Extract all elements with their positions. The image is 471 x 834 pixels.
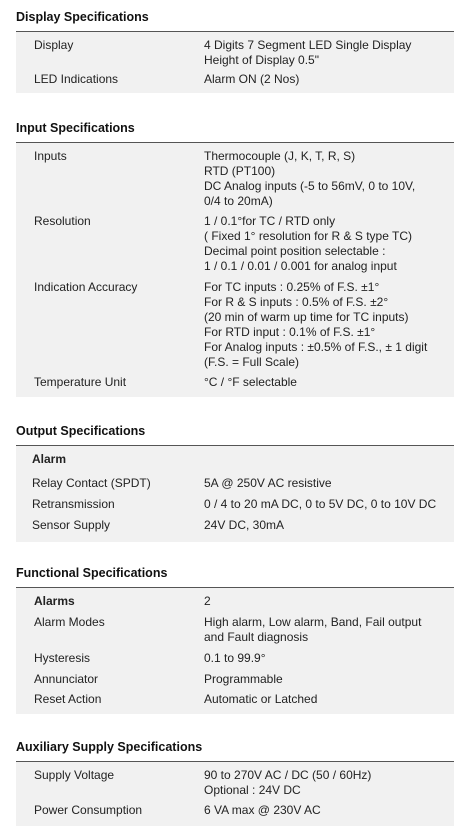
section-title: Input Specifications xyxy=(16,121,135,135)
spec-value-line: 5A @ 250V AC resistive xyxy=(204,476,332,490)
spec-value xyxy=(204,214,412,274)
spec-value-line: °C / °F selectable xyxy=(204,375,297,389)
spec-value-line: 0 / 4 to 20 mA DC, 0 to 5V DC, 0 to 10V DC xyxy=(204,497,437,511)
spec-value xyxy=(204,476,332,491)
spec-value-line: (20 min of warm up time for TC inputs) xyxy=(204,310,409,324)
section-title: Display Specifications xyxy=(16,10,149,24)
spec-value-line: and Fault diagnosis xyxy=(204,630,309,644)
spec-label: Reset Action xyxy=(34,692,102,706)
spec-value-line: Decimal point position selectable : xyxy=(204,244,386,258)
auxiliary-supply-specifications-section xyxy=(0,740,471,825)
spec-value xyxy=(204,692,317,707)
spec-label: Resolution xyxy=(34,214,91,228)
spec-table xyxy=(16,31,454,93)
functional-specifications-section xyxy=(0,566,471,713)
spec-label: Retransmission xyxy=(32,497,115,511)
spec-table xyxy=(16,761,454,826)
spec-value xyxy=(204,594,211,609)
spec-value-line: ( Fixed 1° resolution for R & S type TC) xyxy=(204,229,412,243)
spec-value xyxy=(204,803,321,818)
spec-table xyxy=(16,587,454,714)
spec-value-line: RTD (PT100) xyxy=(204,164,276,178)
spec-value-line: For TC inputs : 0.25% of F.S. ±1° xyxy=(204,280,380,294)
section-title: Output Specifications xyxy=(16,424,146,438)
spec-value-line: 2 xyxy=(204,594,211,608)
spec-label: Power Consumption xyxy=(34,803,143,817)
spec-value xyxy=(204,38,411,68)
spec-value-line: 24V DC, 30mA xyxy=(204,518,285,532)
spec-label: Annunciator xyxy=(34,672,99,686)
spec-value xyxy=(204,518,284,533)
spec-value-line: (F.S. = Full Scale) xyxy=(204,355,300,369)
spec-label: Display xyxy=(34,38,74,52)
spec-value-line: For RTD input : 0.1% of F.S. ±1° xyxy=(204,325,376,339)
spec-table xyxy=(16,445,454,542)
spec-value-line: For R & S inputs : 0.5% of F.S. ±2° xyxy=(204,295,389,309)
spec-label: Hysteresis xyxy=(34,651,91,665)
spec-value-line: 1 / 0.1°for TC / RTD only xyxy=(204,214,336,228)
spec-label: Inputs xyxy=(34,149,67,163)
spec-value-line: Thermocouple (J, K, T, R, S) xyxy=(204,149,356,163)
spec-value-line: DC Analog inputs (-5 to 56mV, 0 to 10V, xyxy=(204,179,416,193)
spec-label: Indication Accuracy xyxy=(34,280,138,294)
spec-label: Alarms xyxy=(34,594,75,608)
spec-value-line: 1 / 0.1 / 0.01 / 0.001 for analog input xyxy=(204,259,397,273)
output-specifications-section xyxy=(0,424,471,541)
spec-value xyxy=(204,280,427,370)
input-specifications-section xyxy=(0,121,471,396)
spec-label: LED Indications xyxy=(34,72,119,86)
spec-label: Temperature Unit xyxy=(34,375,127,389)
spec-value-line: 4 Digits 7 Segment LED Single Display xyxy=(204,38,412,52)
spec-value-line: For Analog inputs : ±0.5% of F.S., ± 1 digit xyxy=(204,340,428,354)
spec-value xyxy=(204,651,266,666)
spec-value-line: High alarm, Low alarm, Band, Fail output xyxy=(204,615,422,629)
spec-value xyxy=(204,149,415,209)
spec-table xyxy=(16,142,454,397)
spec-value xyxy=(204,672,283,687)
spec-label: Alarm Modes xyxy=(34,615,105,629)
spec-value xyxy=(204,72,299,87)
section-title: Functional Specifications xyxy=(16,566,168,580)
spec-label: Relay Contact (SPDT) xyxy=(32,476,151,490)
spec-value xyxy=(204,375,297,390)
display-specifications-section xyxy=(0,10,471,92)
spec-value-line: Height of Display 0.5" xyxy=(204,53,319,67)
spec-label: Sensor Supply xyxy=(32,518,111,532)
spec-value-line: 6 VA max @ 230V AC xyxy=(204,803,321,817)
spec-value-line: 0/4 to 20mA) xyxy=(204,194,273,208)
spec-value-line: 90 to 270V AC / DC (50 / 60Hz) xyxy=(204,768,372,782)
spec-value xyxy=(204,615,421,645)
spec-value-line: Optional : 24V DC xyxy=(204,783,301,797)
spec-value-line: Automatic or Latched xyxy=(204,692,318,706)
section-title: Auxiliary Supply Specifications xyxy=(16,740,203,754)
spec-value-line: Programmable xyxy=(204,672,283,686)
spec-value-line: 0.1 to 99.9° xyxy=(204,651,266,665)
spec-value xyxy=(204,768,371,798)
spec-value-line: Alarm ON (2 Nos) xyxy=(204,72,300,86)
spec-value xyxy=(204,497,436,512)
spec-subheader: Alarm xyxy=(32,452,67,466)
spec-label: Supply Voltage xyxy=(34,768,115,782)
